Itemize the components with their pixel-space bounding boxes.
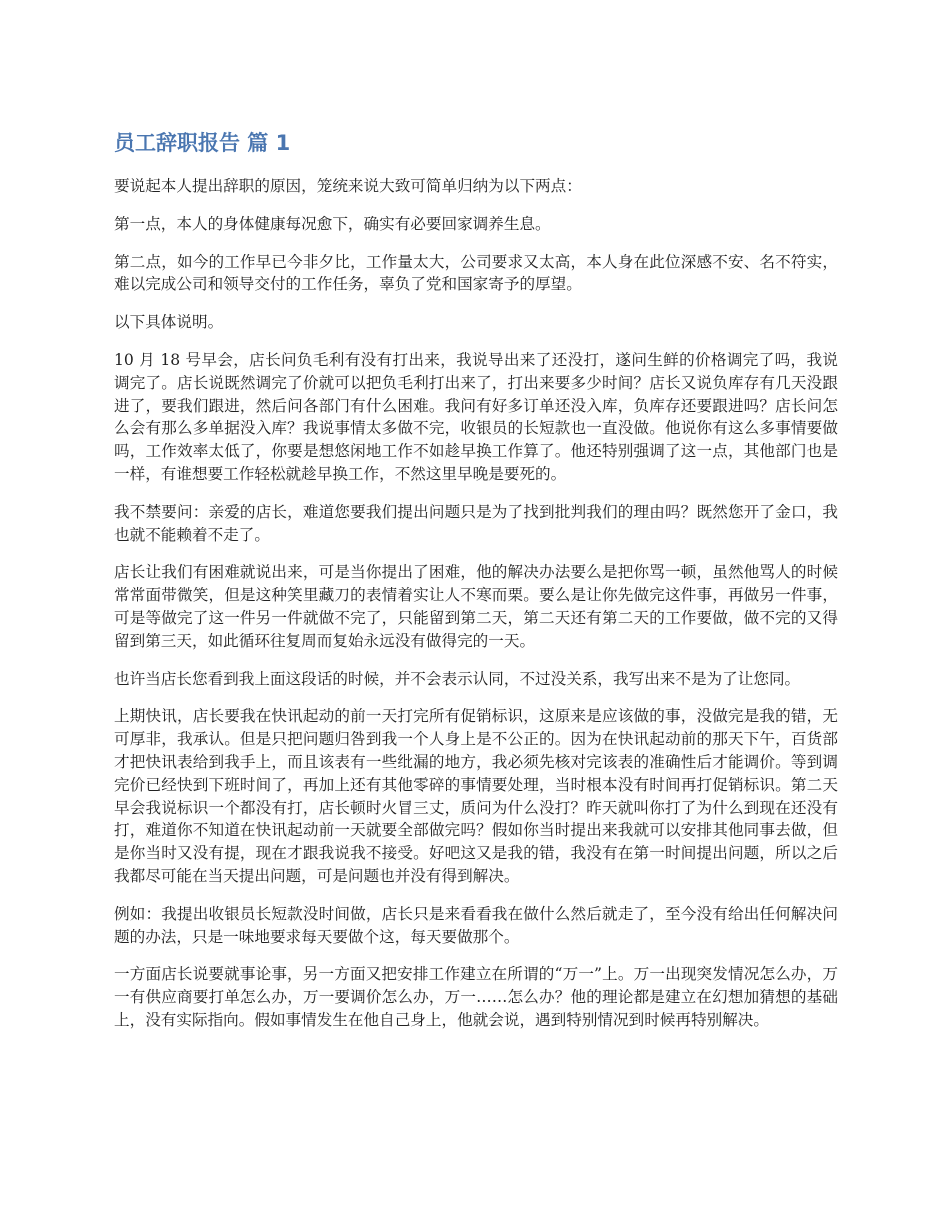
paragraph-what-if: 一方面店长说要就事论事，另一方面又把安排工作建立在所谓的“万一”上。万一出现突发情况怎么办，万一有供应商要打单怎么办，万一要调价怎么办，万一……怎么办？他的理论都是建立在幻想加猜想的基础上，没有实际指向。假如事情发生在他自己身上，他就会说，遇到特别情况到时候再特别解决。 [114, 965, 838, 1029]
paragraph-example: 例如：我提出收银员长短款没时间做，店长只是来看看我在做什么然后就走了，至今没有给出任何解决问题的办法，只是一味地要求每天要做个这，每天要做那个。 [114, 904, 838, 946]
paragraph-question: 我不禁要问：亲爱的店长，难道您要我们提出问题只是为了找到批判我们的理由吗？既然您开了金口，我也就不能赖着不走了。 [114, 502, 838, 544]
paragraph-point-one: 第一点，本人的身体健康每况愈下，确实有必要回家调养生息。 [114, 214, 551, 233]
document-page [114, 126, 838, 1047]
paragraph-promotion-labels: 上期快讯，店长要我在快讯起动的前一天打完所有促销标识，这原来是应该做的事，没做完是我的错，无可厚非，我承认。但是只把问题归咎到我一个人身上是不公正的。因为在快讯起动前的那天下午，百货部才把快讯表给到我手上，而且该表有一些纰漏的地方，我必须先核对完该表的准确性后才能调价。等到调完价已经快到下班时间了，再加上还有其他零碎的事情要处理，当时根本没有时间再打促销标识。第二天早会我说标识一个都没有打，店长顿时火冒三丈，质问为什么没打？昨天就叫你打了为什么到现在还没有打，难道你不知道在快讯起动前一天就要全部做完吗？假如你当时提出来我就可以安排其他同事去做，但是你当时又没有提，现在才跟我说我不接受。好吧这又是我的错，我没有在第一时间提出问题，所以之后我都尽可能在当天提出问题，可是问题也并没有得到解决。 [114, 707, 838, 885]
paragraph-point-two: 第二点，如今的工作早已今非夕比，工作量太大，公司要求又太高，本人身在此位深感不安、名不符实，难以完成公司和领导交付的工作任务，辜负了党和国家寄予的厚望。 [114, 252, 838, 294]
paragraph-morning-meeting: 10 月 18 号早会，店长问负毛利有没有打出来，我说导出来了还没打，遂问生鲜的价格调完了吗，我说调完了。店长说既然调完了价就可以把负毛利打出来了，打出来要多少时间？店长又说负库存有几天没跟进了，要我们跟进，然后问各部门有什么困难。我问有好多订单还没入库，负库存还要跟进吗？店长问怎么会有那么多单据没入库？我说事情太多做不完，收银员的长短款也一直没做。他说你有这么多事情要做吗，工作效率太低了，你要是想悠闲地工作不如趁早换工作算了。他还特别强调了这一点，其他部门也是一样，有谁想要工作轻松就趁早换工作，不然这里早晚是要死的。 [114, 350, 838, 483]
paragraph-intro: 要说起本人提出辞职的原因，笼统来说大致可简单归纳为以下两点： [114, 177, 582, 195]
paragraph-agreement: 也许当店长您看到我上面这段话的时候，并不会表示认同，不过没关系，我写出来不是为了让您同。 [114, 669, 801, 688]
document-title: 员工辞职报告 篇 1 [114, 131, 291, 155]
paragraph-details-intro: 以下具体说明。 [114, 313, 224, 332]
paragraph-difficulties: 店长让我们有困难就说出来，可是当你提出了困难，他的解决办法要么是把你骂一顿，虽然他骂人的时候常常面带微笑，但是这种笑里藏刀的表情着实让人不寒而栗。要么是让你先做完这件事，再做另一件事，可是等做完了这一件另一件就做不完了，只能留到第二天，第二天还有第二天的工作要做，做不完的又得留到第三天，如此循环往复周而复始永远没有做得完的一天。 [114, 563, 838, 650]
